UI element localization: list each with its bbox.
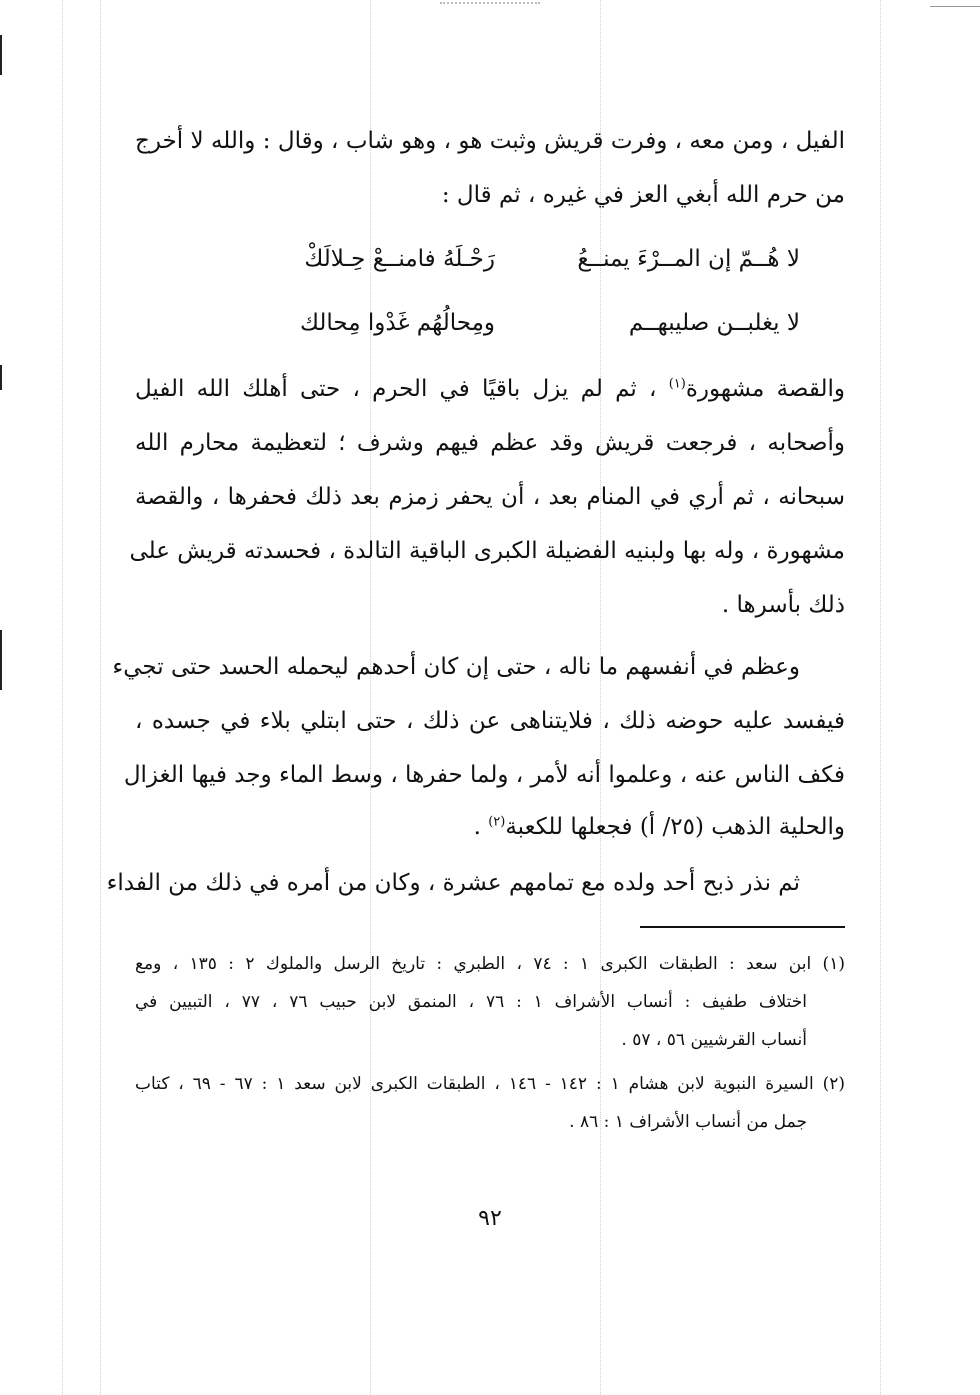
footnote-text: ابن سعد : الطبقات الكبرى ١ : ٧٤ ، الطبري : تاريخ الرسل والملوك ٢ : ١٣٥ ، ومع	[135, 954, 812, 974]
body-line: ذلك بأسرها .	[721, 592, 845, 618]
body-text: والقصة مشهورة	[685, 376, 845, 402]
footnote-reference: (١)	[668, 376, 686, 392]
body-text: .	[473, 814, 489, 840]
footnote-mark: (٢)	[822, 1074, 846, 1094]
body-line	[135, 374, 845, 404]
body-line	[135, 812, 845, 842]
fold-guide	[62, 0, 63, 1395]
footnote-mark: (١)	[822, 954, 845, 974]
top-scan-marks	[440, 2, 540, 4]
body-line: وأصحابه ، فرجعت قريش وقد عظم فيهم وشرف ؛ لتعظيمة محارم الله	[135, 430, 845, 456]
verse-hemistich-left: ومِحالُهُم غَدْوا مِحالك	[300, 310, 495, 336]
footnote-line: جمل من أنساب الأشراف ١ : ٨٦ .	[569, 1112, 807, 1132]
page-number: ٩٢	[478, 1206, 502, 1231]
fold-guide	[880, 0, 881, 1395]
top-corner-line	[930, 6, 980, 7]
verse-hemistich-left: رَحْـلَهُ فامنــعْ حِـلالَكْ	[304, 246, 495, 272]
footnote-line: اختلاف طفيف : أنساب الأشراف ١ : ٧٦ ، المنمق لابن حبيب ٧٦ ، ٧٧ ، التبيين في	[135, 992, 808, 1012]
body-text: ، ثم لم يزل باقيًا في الحرم ، حتى أهلك الله الفيل	[135, 376, 669, 402]
body-line: من حرم الله أبغي العز في غيره ، ثم قال :	[441, 182, 845, 208]
body-line: وعظم في أنفسهم ما ناله ، حتى إن كان أحدهم ليحمله الحسد حتى تجيء	[112, 654, 800, 680]
body-line: الفيل ، ومن معه ، وفرت قريش وثبت هو ، وهو شاب ، وقال : والله لا أخرج	[135, 128, 845, 154]
body-line: فكف الناس عنه ، وعلموا أنه لأمر ، ولما حفرها ، وسط الماء وجد فيها الغزال	[123, 762, 845, 788]
verse-hemistich-right: لا هُــمّ إن المــرْءَ يمنــعُ	[577, 246, 800, 272]
body-line: ثم نذر ذبح أحد ولده مع تمامهم عشرة ، وكان من أمره في ذلك من الفداء	[106, 870, 800, 896]
body-line: مشهورة ، وله بها ولبنيه الفضيلة الكبرى الباقية التالدة ، فحسدته قريش على	[129, 538, 845, 564]
fold-guide	[100, 0, 101, 1395]
footnote-text: السيرة النبوية لابن هشام ١ : ١٤٢ - ١٤٦ ، الطبقات الكبرى لابن سعد ١ : ٦٧ - ٦٩ ، كتاب	[135, 1074, 814, 1094]
footnote-line	[135, 952, 845, 976]
body-text: والحلية الذهب (٢٥/ أ) فجعلها للكعبة	[505, 814, 845, 840]
body-line: سبحانه ، ثم أري في المنام بعد ، أن يحفر زمزم بعد ذلك فحفرها ، والقصة	[135, 484, 845, 510]
footnote-separator	[640, 926, 845, 928]
footnote-line	[135, 1072, 845, 1096]
footnote-line: أنساب القرشيين ٥٦ ، ٥٧ .	[621, 1030, 807, 1050]
scan-edge-middle	[0, 365, 2, 390]
scan-edge-lower	[0, 630, 2, 690]
footnote-reference: (٢)	[488, 814, 506, 830]
verse-hemistich-right: لا يغلبــن صليبهــم	[628, 310, 800, 336]
body-line: فيفسد عليه حوضه ذلك ، فلايتناهى عن ذلك ، حتى ابتلي بلاء في جسده ،	[135, 708, 845, 734]
scan-edge-top	[0, 35, 2, 75]
